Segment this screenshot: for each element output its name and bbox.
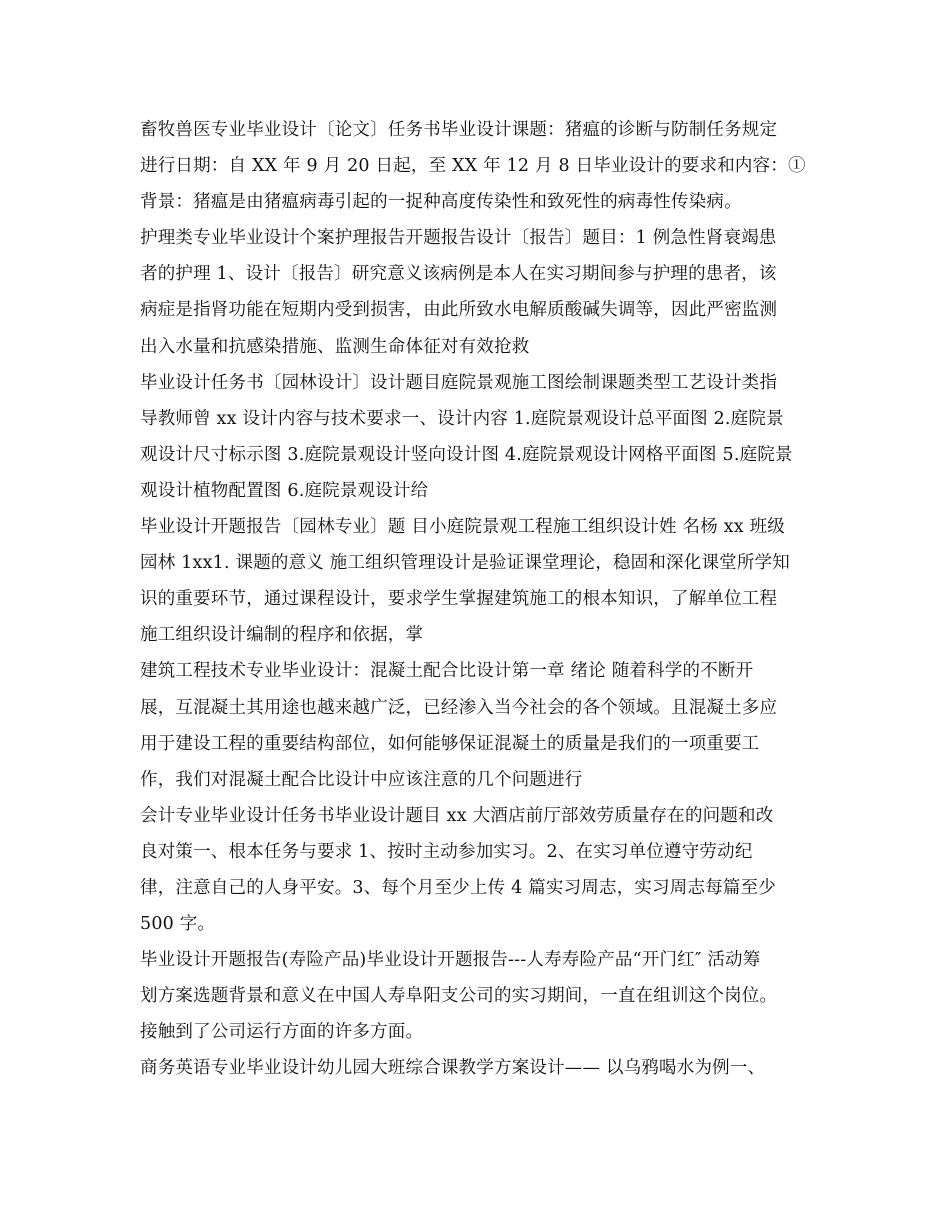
paragraph: [140, 653, 830, 797]
text-line: 园林 1xx1. 课题的意义 施工组织管理设计是验证课堂理论，稳固和深化课堂所学知: [140, 553, 790, 574]
text-line: 作，我们对混凝土配合比设计中应该注意的几个问题进行: [140, 769, 583, 790]
text-line: 施工组织设计编制的程序和依据，掌: [140, 625, 424, 646]
paragraph: [140, 365, 830, 509]
text-line: 展，互混凝土其用途也越来越广泛，已经渗入当今社会的各个领域。且混凝土多应: [140, 697, 778, 718]
text-line: 进行日期：自 XX 年 9 月 20 日起，至 XX 年 12 月 8 日毕业设计的要求和内容：①: [140, 156, 806, 177]
text-line: 划方案选题背景和意义在中国人寿阜阳支公司的实习期间，一直在组训这个岗位。: [140, 986, 778, 1007]
text-line: 护理类专业毕业设计个案护理报告开题报告设计〔报告〕题目：1 例急性肾衰竭患: [140, 228, 777, 249]
paragraph: [140, 942, 830, 1050]
text-line: 律，注意自己的人身平安。3、每个月至少上传 4 篇实习周志，实习周志每篇至少: [140, 877, 776, 898]
text-line: 观设计植物配置图 6.庭院景观设计给: [140, 480, 429, 501]
text-line: 建筑工程技术专业毕业设计：混凝土配合比设计第一章 绪论 随着科学的不断开: [140, 661, 754, 682]
text-line: 出入水量和抗感染措施、监测生命体征对有效抢救: [140, 336, 530, 357]
text-line: 导教师曾 xx 设计内容与技术要求一、设计内容 1.庭院景观设计总平面图 2.庭院景: [140, 408, 784, 429]
text-line: 毕业设计任务书〔园林设计〕设计题目庭院景观施工图绘制课题类型工艺设计类指: [140, 372, 778, 393]
paragraph: [140, 1050, 830, 1086]
text-line: 用于建设工程的重要结构部位，如何能够保证混凝土的质量是我们的一项重要工: [140, 733, 760, 754]
paragraph: [140, 509, 830, 653]
paragraph: [140, 798, 830, 942]
text-line: 500 字。: [140, 914, 216, 935]
text-line: 毕业设计开题报告〔园林专业〕题 目小庭院景观工程施工组织设计姓 名杨 xx 班级: [140, 517, 785, 538]
text-line: 病症是指肾功能在短期内受到损害，由此所致水电解质酸碱失调等，因此严密监测: [140, 300, 778, 321]
text-line: 会计专业毕业设计任务书毕业设计题目 xx 大酒店前厅部效劳质量存在的问题和改: [140, 805, 774, 826]
text-line: 毕业设计开题报告(寿险产品)毕业设计开题报告---人寿寿险产品“开门红″ 活动筹: [140, 950, 761, 971]
text-line: 畜牧兽医专业毕业设计〔论文〕任务书毕业设计课题：猪瘟的诊断与防制任务规定: [140, 120, 778, 140]
text-line: 观设计尺寸标示图 3.庭院景观设计竖向设计图 4.庭院景观设计网格平面图 5.庭院景: [140, 444, 793, 465]
text-line: 者的护理 1、设计〔报告〕研究意义该病例是本人在实习期间参与护理的患者，该: [140, 264, 777, 285]
text-line: 商务英语专业毕业设计幼儿园大班综合课教学方案设计—— 以乌鸦喝水为例一、: [140, 1058, 766, 1079]
document-body: [140, 112, 830, 1087]
text-line: 接触到了公司运行方面的许多方面。: [140, 1022, 424, 1043]
text-line: 背景：猪瘟是由猪瘟病毒引起的一捉种高度传染性和致死性的病毒性传染病。: [140, 192, 742, 213]
paragraph: [140, 112, 830, 220]
paragraph: [140, 220, 830, 364]
text-line: 良对策一、根本任务与要求 1、按时主动参加实习。2、在实习单位遵守劳动纪: [140, 841, 753, 862]
text-line: 识的重要环节，通过课程设计，要求学生掌握建筑施工的根本知识，了解单位工程: [140, 589, 778, 610]
